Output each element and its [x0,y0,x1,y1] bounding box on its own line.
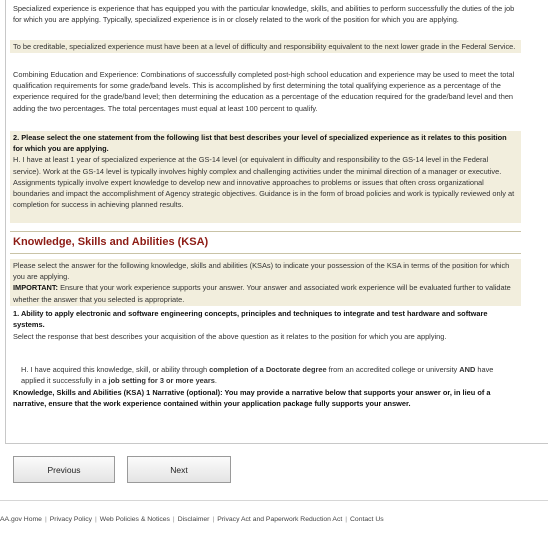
footer-divider [0,500,548,501]
answer-text: H. I have acquired this knowledge, skill, or ability through [21,365,210,374]
ksa-section-title: Knowledge, Skills and Abilities (KSA) [13,236,209,248]
answer-text: from an accredited college or university [326,365,460,374]
divider [10,231,521,232]
footer-separator: | [212,516,215,523]
footer-link-home[interactable]: AA.gov Home [0,516,42,523]
creditable-experience-note: To be creditable, specialized experience must have been at a level of difficulty and responsibility equivalent to the next lower grade in the Federal Service. [10,40,521,53]
ksa-question-1-instruction: Select the response that best describes your acquisition of the above question as it relates to the position for which you are applying. [13,332,447,341]
answer-emphasis: AND [459,365,476,374]
answer-emphasis: completion of a Doctorate degree [209,365,327,374]
question-2-prompt: 2. Please select the one statement from the following list that best describes your level of specialized experience as it relates to this position for which you are applying. [13,133,507,154]
footer-link-privacy-act[interactable]: Privacy Act and Paperwork Reduction Act [217,516,343,523]
next-button[interactable]: Next [127,456,231,483]
footer-link-disclaimer[interactable]: Disclaimer [177,516,210,523]
footer-separator: | [95,516,97,523]
ksa-1-narrative-label: Knowledge, Skills and Abilities (KSA) 1 Narrative (optional): You may provide a narrative below that supports your answer or, in lieu of a narrative, ensure that the work experience contained within your application package fully supports your answer. [13,388,491,409]
footer-links [0,516,384,523]
question-2-selected-answer: H. I have at least 1 year of specialized experience at the GS-14 level (or equivalent in difficulty and responsibility to the GS-14 level in the Federal service). Work at the GS-14 level is typically involves highly complex and challenging activities under the minimal direction of a manager or executive. Assignments typically involve expert knowledge to develop new and innovative approaches to problems or issues that often cross organizational boundaries and impact the accomplishment of Agency strategic objectives. Guidance is in the form of broad policies and work is typically reviewed only at completion for success in achieving planned results. [13,155,515,210]
footer-link-contact-us[interactable]: Contact Us [350,516,384,523]
footer-separator: | [44,516,47,523]
education-experience-combination: Combining Education and Experience: Combinations of successfully completed post-high school education and experience may be used to meet the total qualification requirements for some grade/band levels. This is accomplished by first determining the total qualifying experience as a percentage of the experience required for the grade/band level; then determining the education as a percentage of the education required for the grade/band level and then adding the two percentages. The total percentages must equal at least 100 percent to qualify. [13,70,515,113]
important-label: IMPORTANT: [13,283,59,293]
footer-link-privacy-policy[interactable]: Privacy Policy [49,516,93,523]
footer-link-web-policies[interactable]: Web Policies & Notices [99,516,170,523]
ksa-question-1-selected-answer [21,364,517,386]
question-2-block [10,131,521,223]
specialized-experience-definition: Specialized experience is experience that has equipped you with the particular knowledge, skills, and abilities to perform successfully the duties of the job for which you are applying. Typically, specialized experience is in or closely related to the work of the position for which you are applying. [13,4,515,25]
important-text: Ensure that your work experience supports your answer. Your answer and associated work experience will be evaluated further to validate whether the answer that you selected is appropriate. [13,283,511,304]
ksa-question-1: 1. Ability to apply electronic and software engineering concepts, principles and techniques to integrate and test hardware and software systems. [13,309,488,330]
answer-emphasis: job setting for 3 or more years [108,376,215,386]
footer-separator: | [345,516,348,523]
footer-separator: | [172,516,175,523]
answer-text: have applied it successfully in a [21,365,494,386]
divider [10,253,521,254]
answer-text: . [214,376,217,386]
ksa-instructions-block [10,259,521,306]
previous-button[interactable]: Previous [13,456,115,483]
ksa-instructions: Please select the answer for the following knowledge, skills and abilities (KSAs) to indicate your possession of the KSA in terms of the position for which you are applying. [13,261,510,282]
